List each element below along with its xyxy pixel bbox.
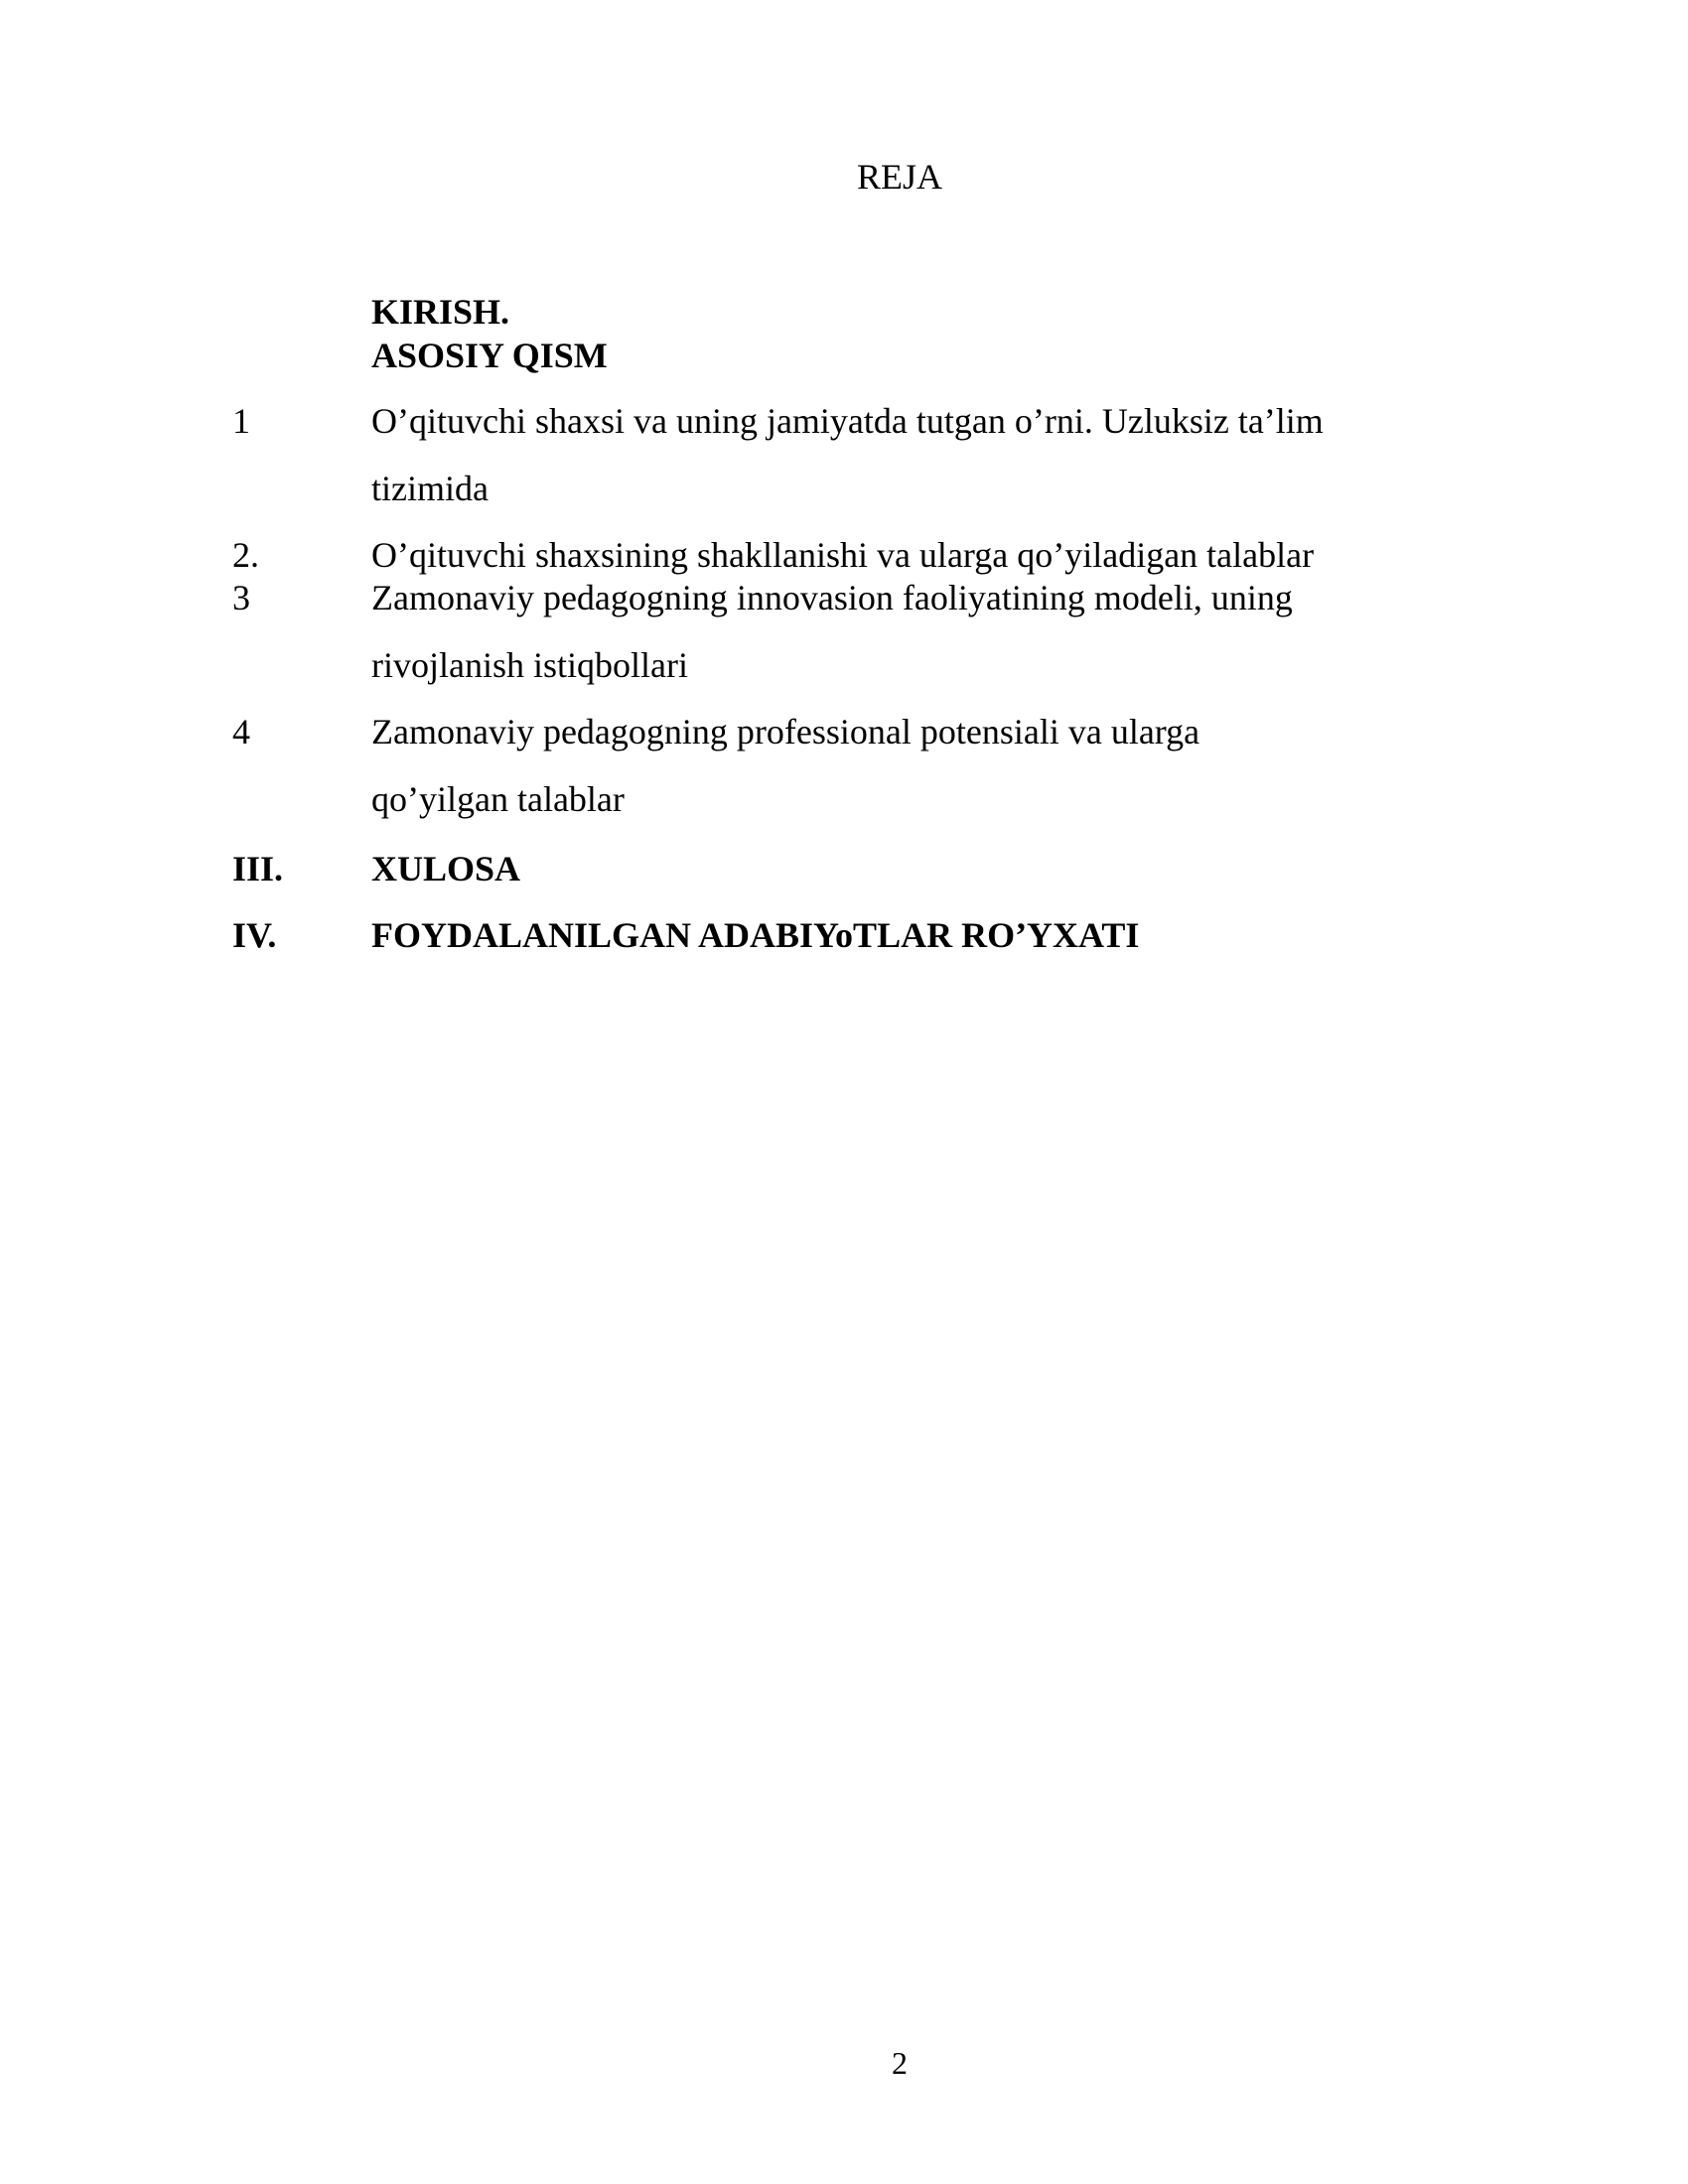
section-label: XULOSA [371,849,521,888]
page-title: REJA [856,157,942,197]
plan-item-line: O’qituvchi shaxsi va uning jamiyatda tutgan o’rni. Uzluksiz ta’lim [371,401,1324,441]
plan-item-line: qo’yilgan talablar [371,779,625,819]
intro-heading: KIRISH. [371,292,510,332]
plan-item-number: 2. [232,535,259,575]
plan-item-line: tizimida [371,469,489,508]
plan-item-number: 1 [232,401,250,441]
plan-item-number: 4 [232,712,250,751]
plan-item-line: O’qituvchi shaxsining shakllanishi va ularga qo’yiladigan talablar [371,535,1315,575]
plan-item-line: rivojlanish istiqbollari [371,645,688,685]
section-number: III. [232,849,284,888]
plan-item-line: Zamonaviy pedagogning innovasion faoliyatining modeli, uning [371,578,1293,617]
main-part-heading: ASOSIY QISM [371,336,608,375]
plan-item-number: 3 [232,578,250,617]
section-label: FOYDALANILGAN ADABIYoTLAR RO’YXATI [371,915,1140,955]
page-number: 2 [892,2045,908,2081]
section-number: IV. [232,915,277,955]
plan-item-line: Zamonaviy pedagogning professional potensiali va ularga [371,712,1200,751]
